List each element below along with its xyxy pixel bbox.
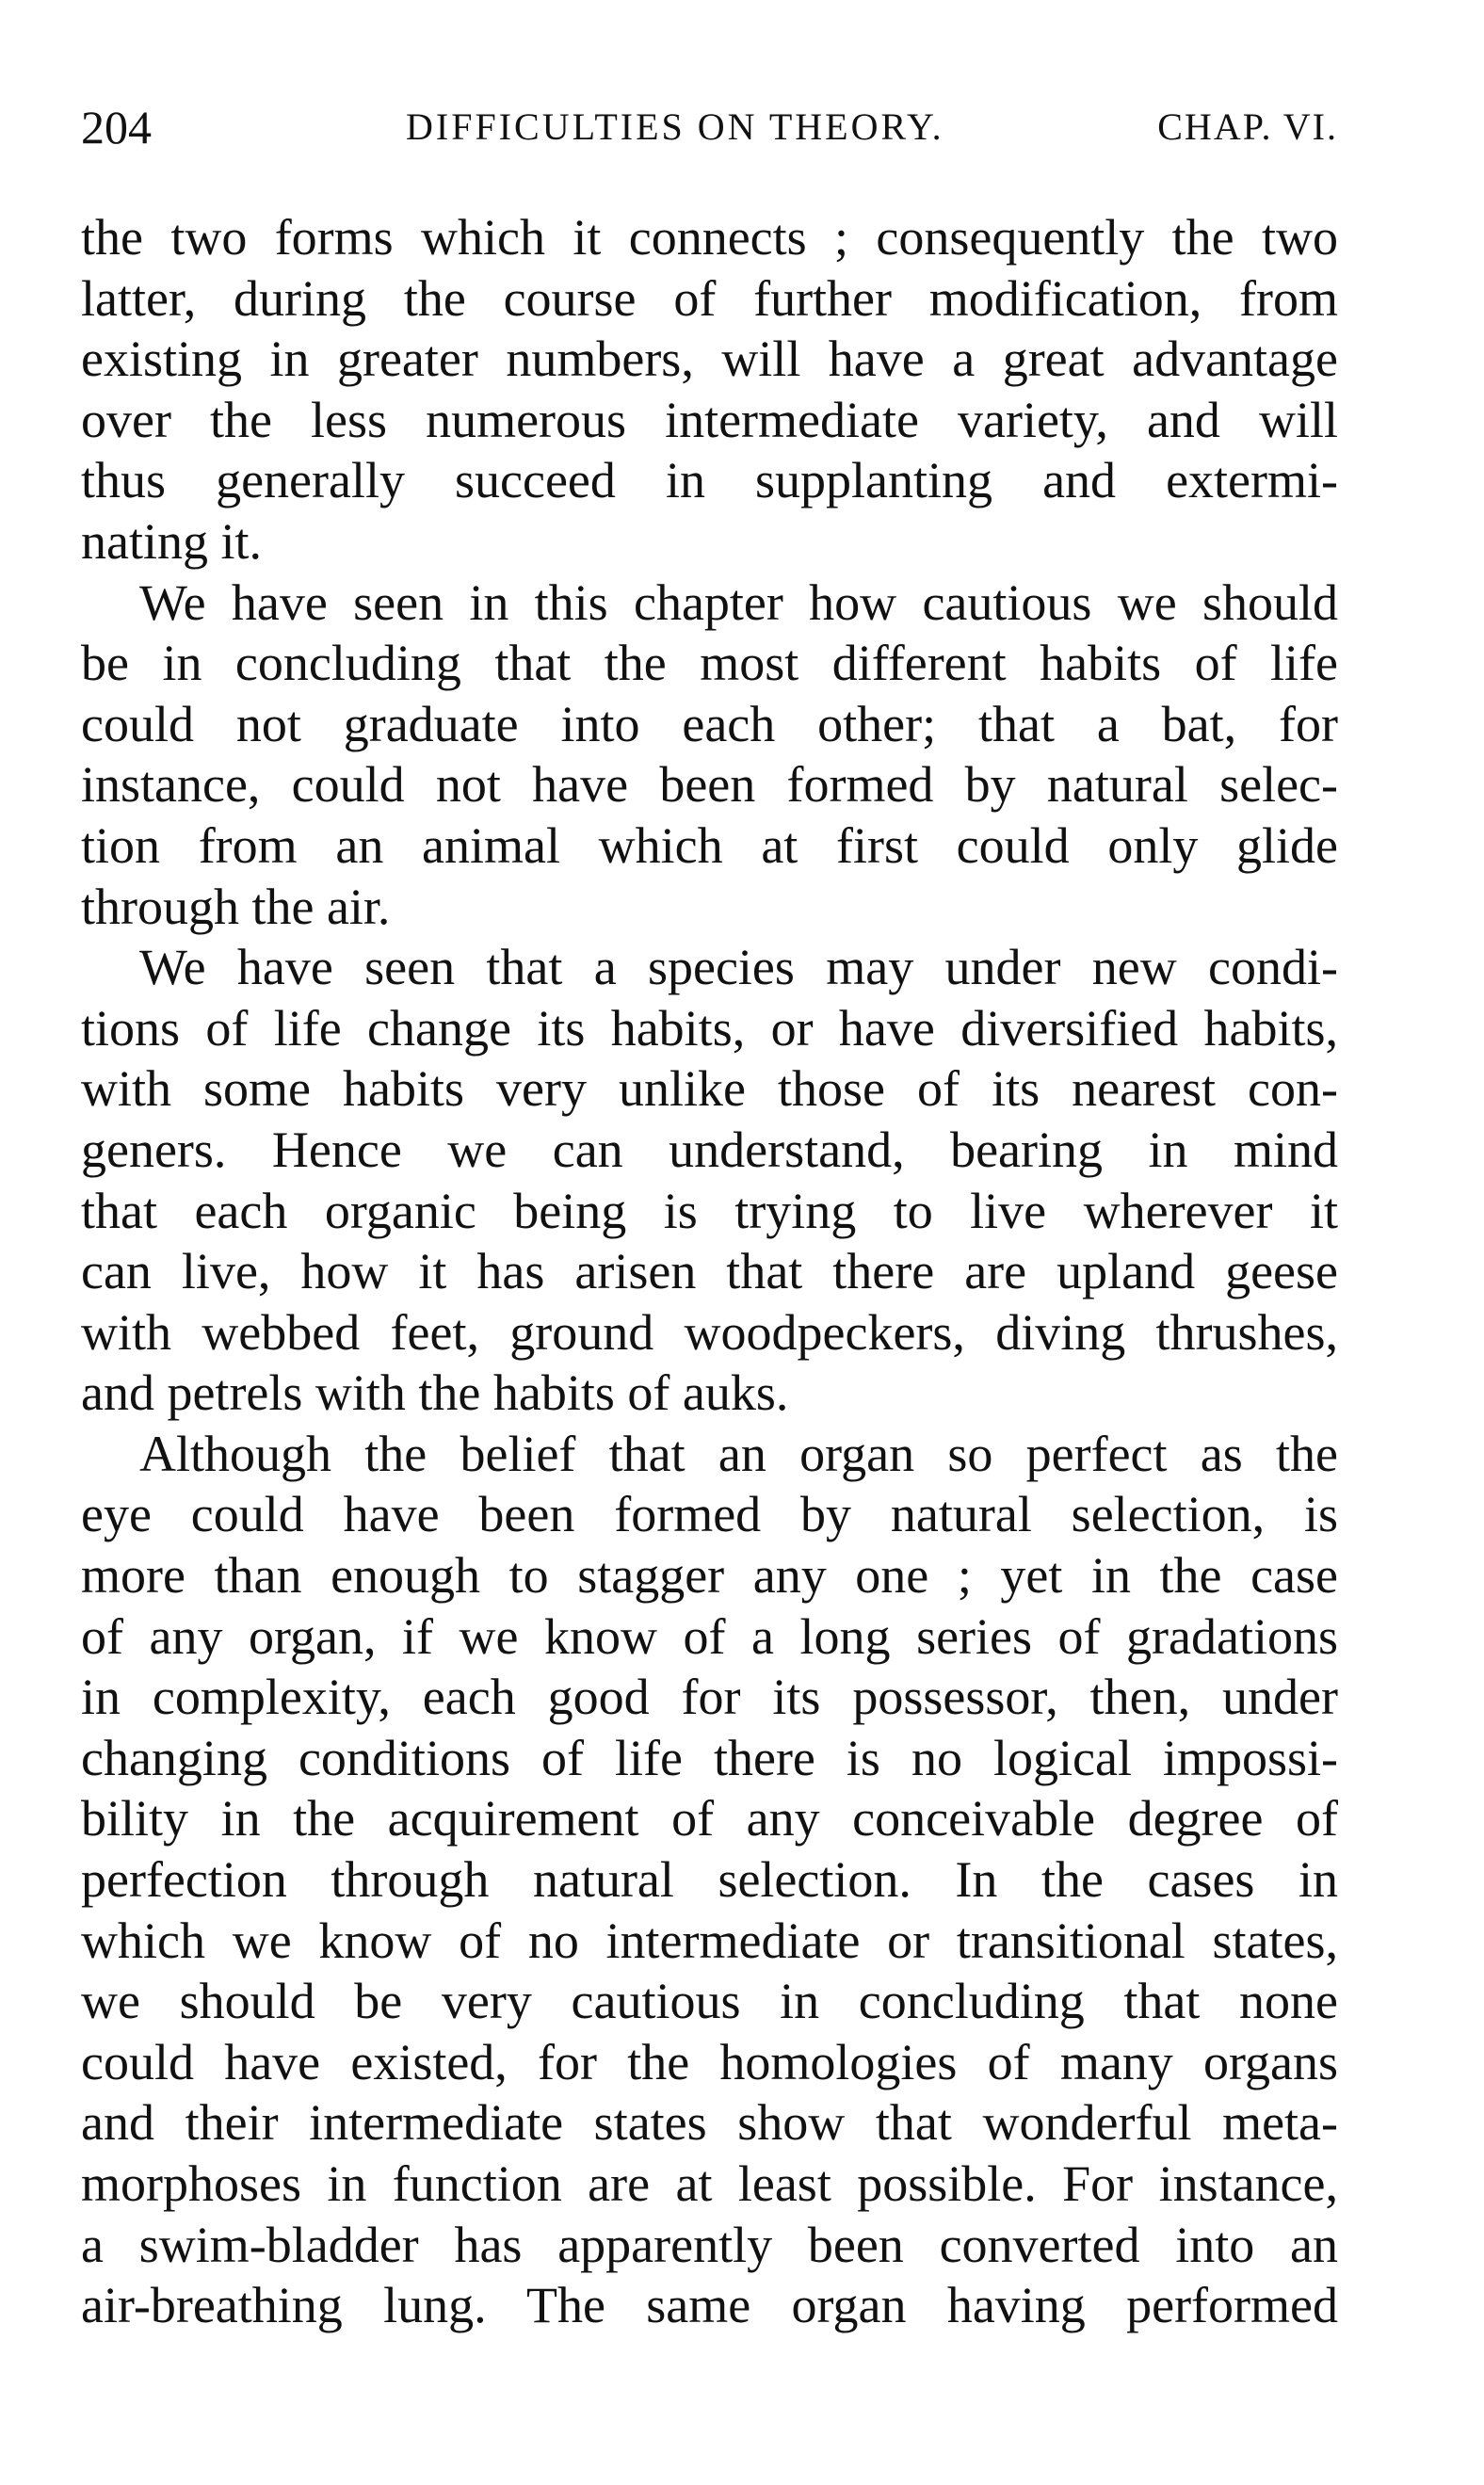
paragraph-1 xyxy=(81,207,1338,573)
text-line: thus generally succeed in supplanting and extermi- xyxy=(81,452,1338,509)
text-line: bility in the acquirement of any conceivable degree of xyxy=(81,1790,1338,1848)
text-line: instance, could not have been formed by natural selec- xyxy=(81,756,1338,814)
text-line: tions of life change its habits, or have diversified habits, xyxy=(81,999,1338,1057)
text-line: in complexity, each good for its possessor, then, under xyxy=(81,1669,1338,1726)
text-line: We have seen in this chapter how cautious we should xyxy=(139,573,1338,631)
text-line: changing conditions of life there is no logical impossi- xyxy=(81,1729,1338,1786)
text-line: could not graduate into each other; that a bat, for xyxy=(81,695,1338,752)
book-page xyxy=(81,89,1338,2336)
text-line: existing in greater numbers, will have a great advantage xyxy=(81,331,1338,388)
paragraph-2 xyxy=(81,573,1338,938)
text-line: latter, during the course of further modification, from xyxy=(81,269,1338,327)
text-line: with some habits very unlike those of its nearest con- xyxy=(81,1060,1338,1118)
page-number: 204 xyxy=(81,101,152,153)
text-line: and petrels with the habits of auks. xyxy=(81,1364,789,1422)
text-line: nating it. xyxy=(81,512,262,570)
running-header xyxy=(81,89,1338,165)
text-line: can live, how it has arisen that there are upland geese xyxy=(81,1243,1338,1300)
text-line: more than enough to stagger any one ; yet in the case xyxy=(81,1547,1338,1605)
paragraph-4 xyxy=(81,1424,1338,2336)
body-text xyxy=(81,207,1338,2336)
text-line: geners. Hence we can understand, bearing in mind xyxy=(81,1121,1338,1178)
paragraph-3 xyxy=(81,937,1338,1424)
chapter-label: CHAP. VI. xyxy=(1157,105,1338,148)
text-line: which we know of no intermediate or transitional states, xyxy=(81,1912,1338,1969)
text-line: we should be very cautious in concluding that none xyxy=(81,1973,1338,2030)
text-line: over the less numerous intermediate variety, and will xyxy=(81,391,1338,448)
running-title: DIFFICULTIES ON THEORY. xyxy=(406,105,944,148)
text-line: perfection through natural selection. In the cases in xyxy=(81,1851,1338,1909)
text-line: with webbed feet, ground woodpeckers, diving thrushes, xyxy=(81,1303,1338,1361)
text-line: air-breathing lung. The same organ having performed xyxy=(81,2277,1338,2334)
text-line: that each organic being is trying to live wherever it xyxy=(81,1182,1338,1239)
text-line: of any organ, if we know of a long series of gradations xyxy=(81,1607,1338,1665)
text-line: be in concluding that the most different habits of life xyxy=(81,635,1338,692)
text-line: tion from an animal which at first could only glide xyxy=(81,816,1338,874)
text-line: could have existed, for the homologies of many organs xyxy=(81,2033,1338,2090)
text-line: through the air. xyxy=(81,878,391,935)
text-line: We have seen that a species may under new condi- xyxy=(139,939,1338,996)
text-line: the two forms which it connects ; consequently the two xyxy=(81,209,1338,266)
text-line: a swim-bladder has apparently been converted into an xyxy=(81,2216,1338,2273)
text-line: eye could have been formed by natural selection, is xyxy=(81,1486,1338,1543)
text-line: morphoses in function are at least possible. For instance, xyxy=(81,2155,1338,2212)
text-line: Although the belief that an organ so perfect as the xyxy=(139,1425,1338,1482)
text-line: and their intermediate states show that wonderful meta- xyxy=(81,2094,1338,2152)
